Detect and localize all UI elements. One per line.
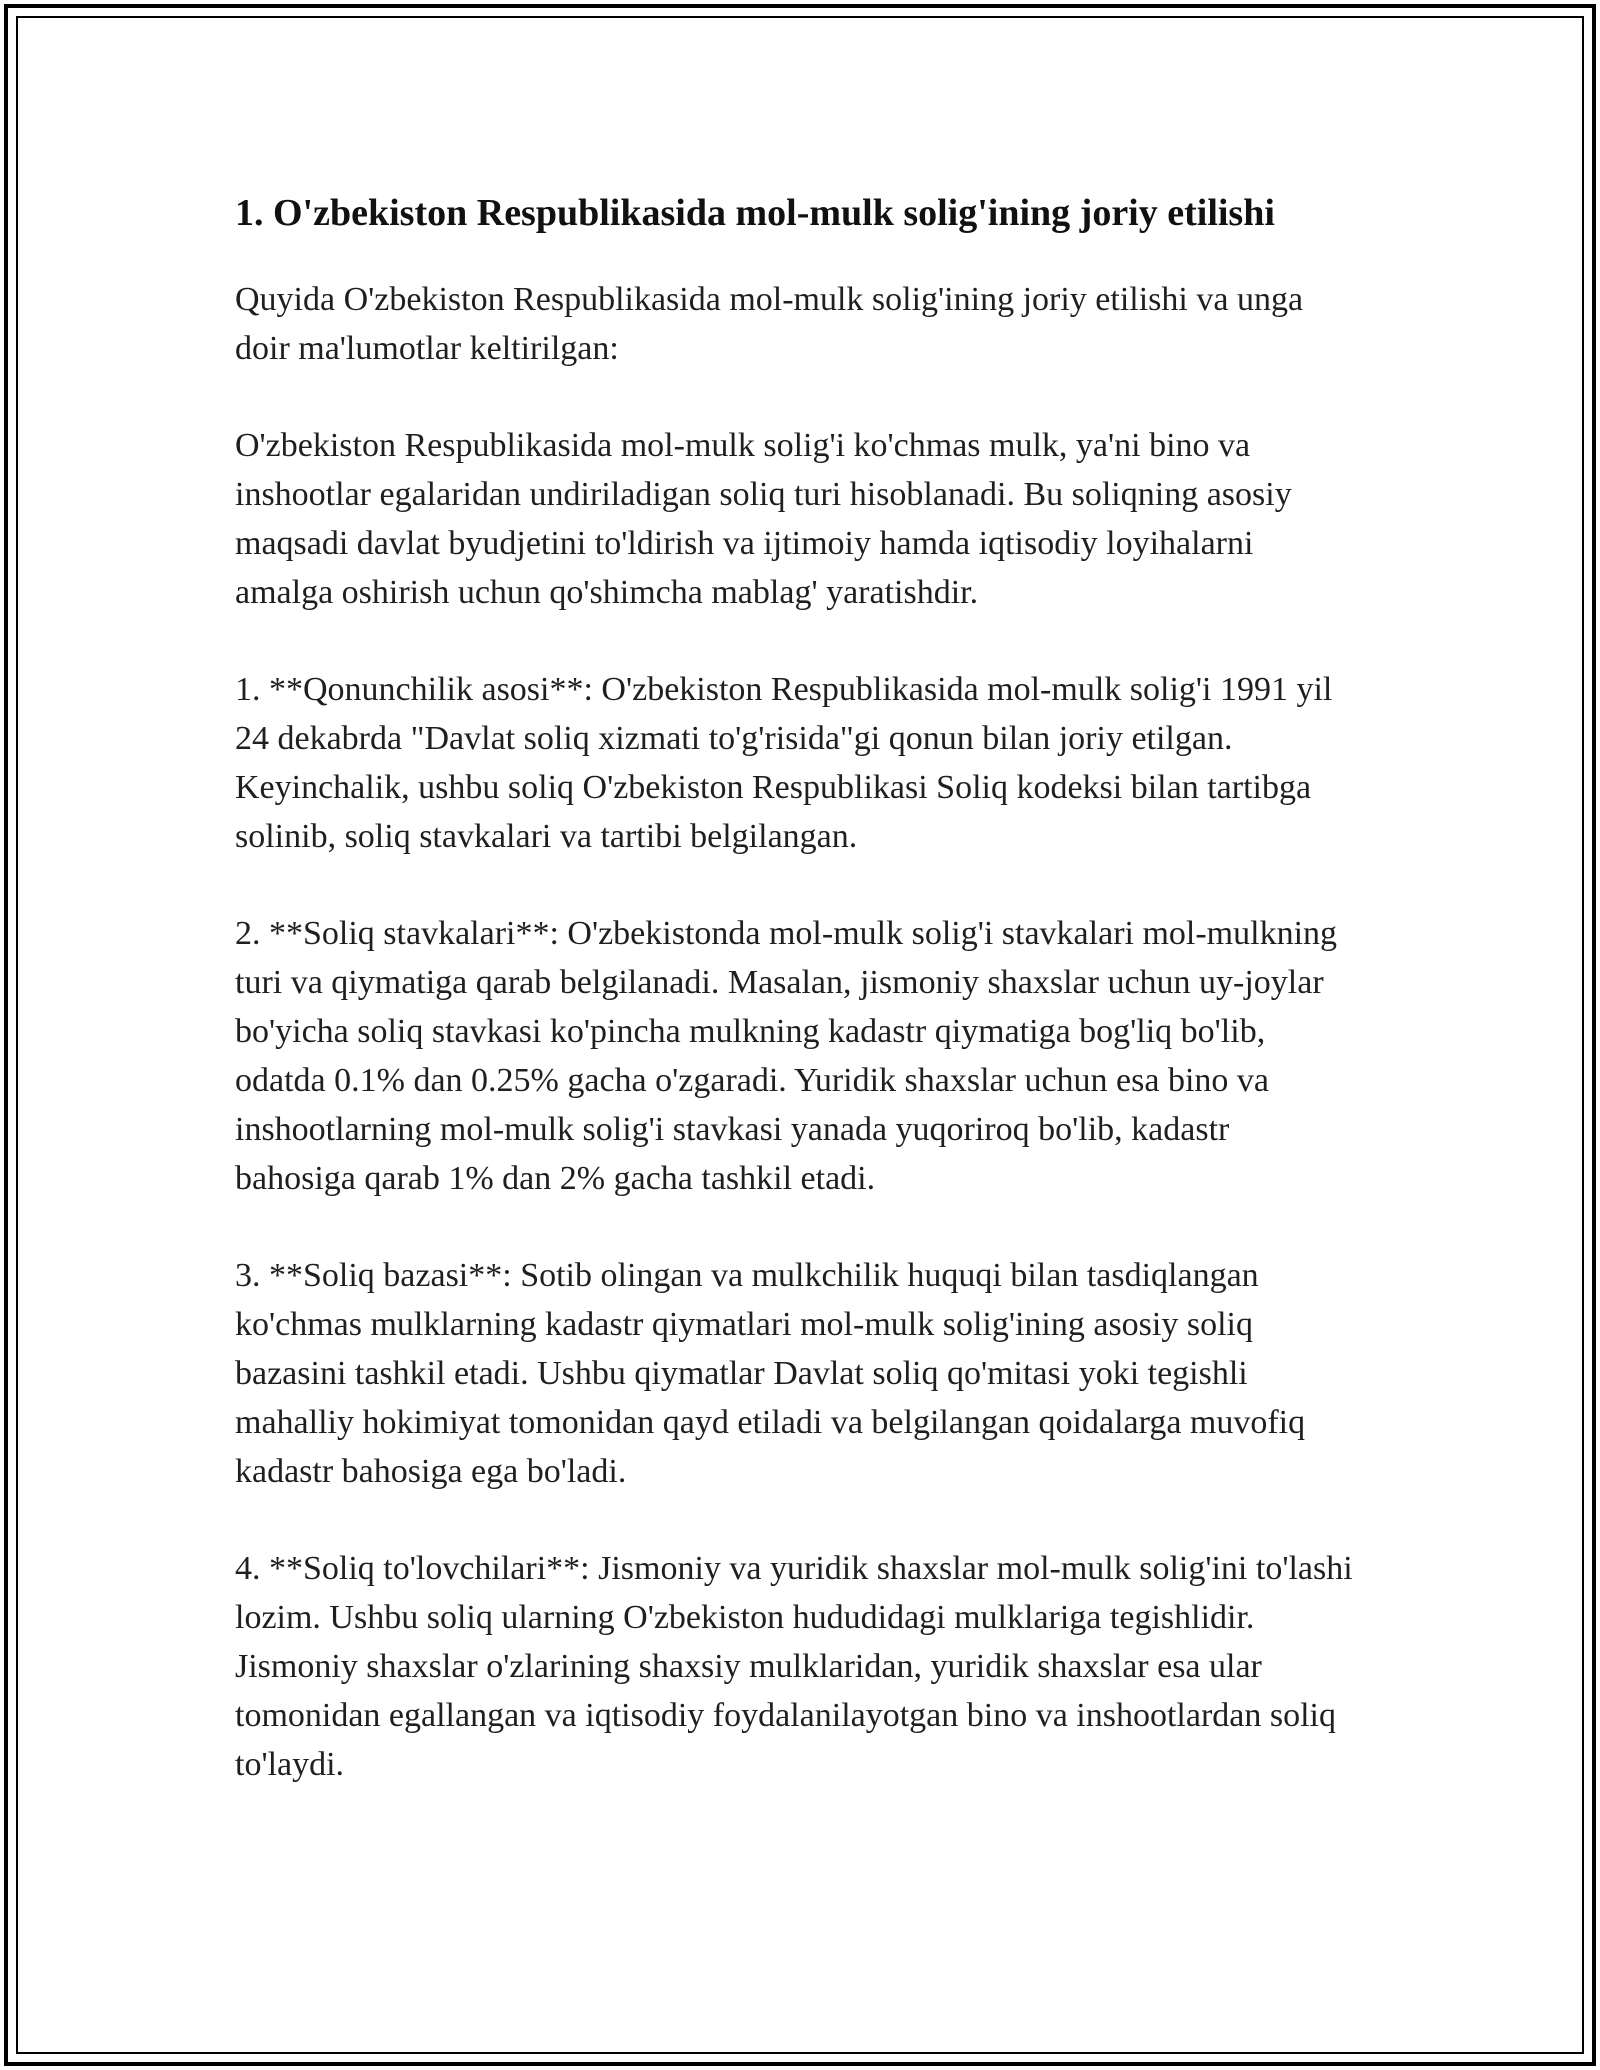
document-body xyxy=(235,186,1355,1837)
tax-rates-paragraph: 2. **Soliq stavkalari**: O'zbekistonda mol-mulk solig'i stavkalari mol-mulkning turi va qiymatiga qarab belgilanadi. Masalan, jismoniy shaxslar uchun uy-joylar bo'yicha soliq stavkasi ko'pincha mulkning kadastr qiymatiga bog'liq bo'lib, odatda 0.1% dan 0.25% gacha o'zgaradi. Yuridik shaxslar uchun esa bino va inshootlarning mol-mulk solig'i stavkasi yanada yuqoriroq bo'lib, kadastr bahosiga qarab 1% dan 2% gacha tashkil etadi. xyxy=(235,915,1338,1197)
document-title: 1. O'zbekiston Respublikasida mol-mulk solig'ining joriy etilishi xyxy=(235,192,1275,234)
taxpayers-paragraph: 4. **Soliq to'lovchilari**: Jismoniy va yuridik shaxslar mol-mulk solig'ini to'lashi lozim. Ushbu soliq ularning O'zbekiston hududidagi mulklariga tegishlidir. Jismoniy shaxslar o'zlarining shaxsiy mulklaridan, yuridik shaxslar esa ular tomonidan egallangan va iqtisodiy foydalanilayotgan bino va inshootlardan soliq to'laydi. xyxy=(235,1550,1353,1783)
legal-basis-paragraph: 1. **Qonunchilik asosi**: O'zbekiston Respublikasida mol-mulk solig'i 1991 yil 24 dekabrda "Davlat soliq xizmati to'g'risida"gi qonun bilan joriy etilgan. Keyinchalik, ushbu soliq O'zbekiston Respublikasi Soliq kodeksi bilan tartibga solinib, soliq stavkalari va tartibi belgilangan. xyxy=(235,671,1333,855)
intro-paragraph: Quyida O'zbekiston Respublikasida mol-mulk solig'ining joriy etilishi va unga doir ma'lumotlar keltirilgan: xyxy=(235,281,1304,367)
tax-base-paragraph: 3. **Soliq bazasi**: Sotib olingan va mulkchilik huquqi bilan tasdiqlangan ko'chmas mulklarning kadastr qiymatlari mol-mulk solig'ining asosiy soliq bazasini tashkil etadi. Ushbu qiymatlar Davlat soliq qo'mitasi yoki tegishli mahalliy hokimiyat tomonidan qayd etiladi va belgilangan qoidalarga muvofiq kadastr bahosiga ega bo'ladi. xyxy=(235,1257,1306,1490)
overview-paragraph: O'zbekiston Respublikasida mol-mulk solig'i ko'chmas mulk, ya'ni bino va inshootlar egalaridan undiriladigan soliq turi hisoblanadi. Bu soliqning asosiy maqsadi davlat byudjetini to'ldirish va ijtimoiy hamda iqtisodiy loyihalarni amalga oshirish uchun qo'shimcha mablag' yaratishdir. xyxy=(235,427,1292,611)
